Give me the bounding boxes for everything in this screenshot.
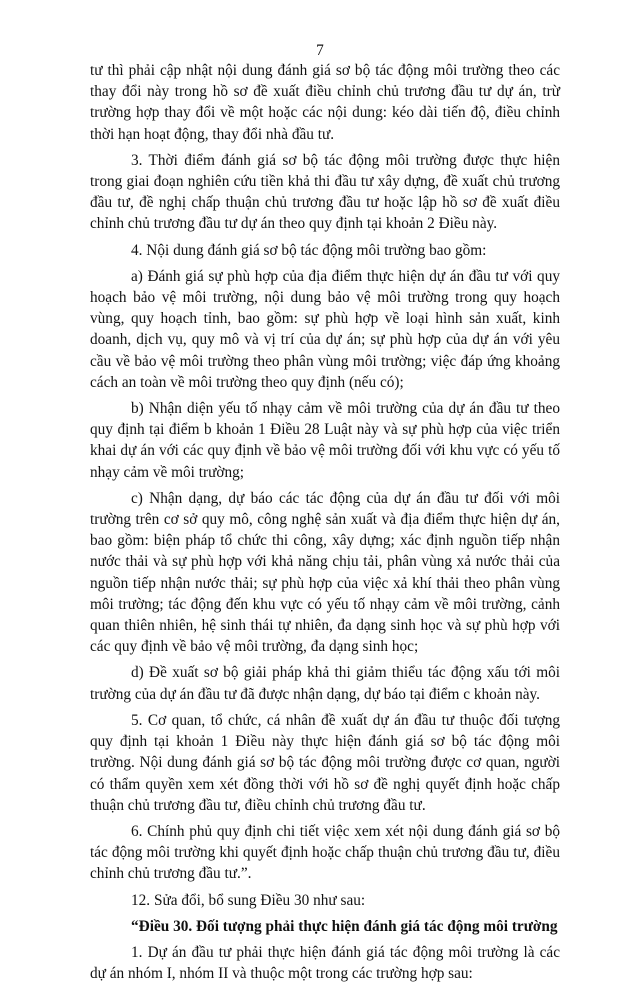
article-30-heading: “Điều 30. Đối tượng phải thực hiện đánh giá tác động môi trường — [131, 917, 558, 935]
document-body — [90, 60, 560, 989]
page-number: 7 — [316, 42, 324, 59]
paragraph-point-b: b) Nhận diện yếu tố nhạy cảm về môi trường của dự án đầu tư theo quy định tại điểm b khoản 1 Điều 28 Luật này và sự phù hợp của việc triển khai dự án với các quy định về bảo vệ môi trường đối với khu vực có yếu tố nhạy cảm về môi trường; — [90, 400, 560, 481]
paragraph-point-c: c) Nhận dạng, dự báo các tác động của dự án đầu tư đối với môi trường trên cơ sở quy mô, công nghệ sản xuất và địa điểm thực hiện dự án, bao gồm: biện pháp tổ chức thi công, xây dựng; xác định nguồn tiếp nhận nước thải và sự phù hợp với khả năng chịu tải, phân vùng xả nước thải của nguồn tiếp nhận nước thải; sự phù hợp của việc xả khí thải theo phân vùng môi trường; tác động đến khu vực có yếu tố nhạy cảm về môi trường, cảnh quan thiên nhiên, hệ sinh thái tự nhiên, đa dạng sinh học và sự phù hợp với các quy định về bảo vệ môi trường, đa dạng sinh học; — [90, 489, 560, 656]
paragraph-article-30-clause-1: 1. Dự án đầu tư phải thực hiện đánh giá tác động môi trường là các dự án nhóm I, nhóm II và thuộc một trong các trường hợp sau: — [90, 943, 560, 983]
paragraph-amendment-12: 12. Sửa đổi, bổ sung Điều 30 như sau: — [131, 891, 366, 909]
paragraph-clause-6: 6. Chính phủ quy định chi tiết việc xem xét nội dung đánh giá sơ bộ tác động môi trường khi quyết định hoặc chấp thuận chủ trương đầu tư, điều chỉnh chủ trương đầu tư.”. — [90, 822, 560, 883]
paragraph-continuation: tư thì phải cập nhật nội dung đánh giá sơ bộ tác động môi trường theo các thay đổi này trong hồ sơ đề xuất điều chỉnh chủ trương đầu tư dự án, trừ trường hợp thay đổi về một hoặc các nội dung: kéo dài tiến độ, điều chỉnh thời hạn hoạt động, thay đổi nhà đầu tư. — [90, 62, 560, 143]
paragraph-point-d: d) Đề xuất sơ bộ giải pháp khả thi giảm thiểu tác động xấu tới môi trường của dự án đầu tư đã được nhận dạng, dự báo tại điểm c khoản này. — [90, 664, 560, 703]
paragraph-clause-3: 3. Thời điểm đánh giá sơ bộ tác động môi trường được thực hiện trong giai đoạn nghiên cứu tiền khả thi đầu tư xây dựng, đề xuất chủ trương đầu tư, đề nghị chấp thuận chủ trương đầu tư hoặc lập hồ sơ đề xuất điều chỉnh chủ trương đầu tư dự án theo quy định tại khoản 2 Điều này. — [90, 151, 560, 233]
paragraph-point-a: a) Đánh giá sự phù hợp của địa điểm thực hiện dự án đầu tư với quy hoạch bảo vệ môi trường, nội dung bảo vệ môi trường trong quy hoạch vùng, quy hoạch tỉnh, bao gồm: sự phù hợp về loại hình sản xuất, kinh doanh, dịch vụ, quy mô và vị trí của dự án; sự phù hợp của dự án với yêu cầu về bảo vệ môi trường theo phân vùng môi trường; việc đáp ứng khoảng cách an toàn về môi trường theo quy định (nếu có); — [90, 267, 560, 391]
paragraph-clause-4: 4. Nội dung đánh giá sơ bộ tác động môi trường bao gồm: — [131, 241, 487, 259]
paragraph-clause-5: 5. Cơ quan, tổ chức, cá nhân đề xuất dự án đầu tư thuộc đối tượng quy định tại khoản 1 Điều này thực hiện đánh giá sơ bộ tác động môi trường. Nội dung đánh giá sơ bộ tác động môi trường được cơ quan, người có thẩm quyền xem xét đồng thời với hồ sơ đề nghị quyết định hoặc chấp thuận chủ trương đầu tư, điều chỉnh chủ trương đầu tư. — [90, 711, 560, 814]
